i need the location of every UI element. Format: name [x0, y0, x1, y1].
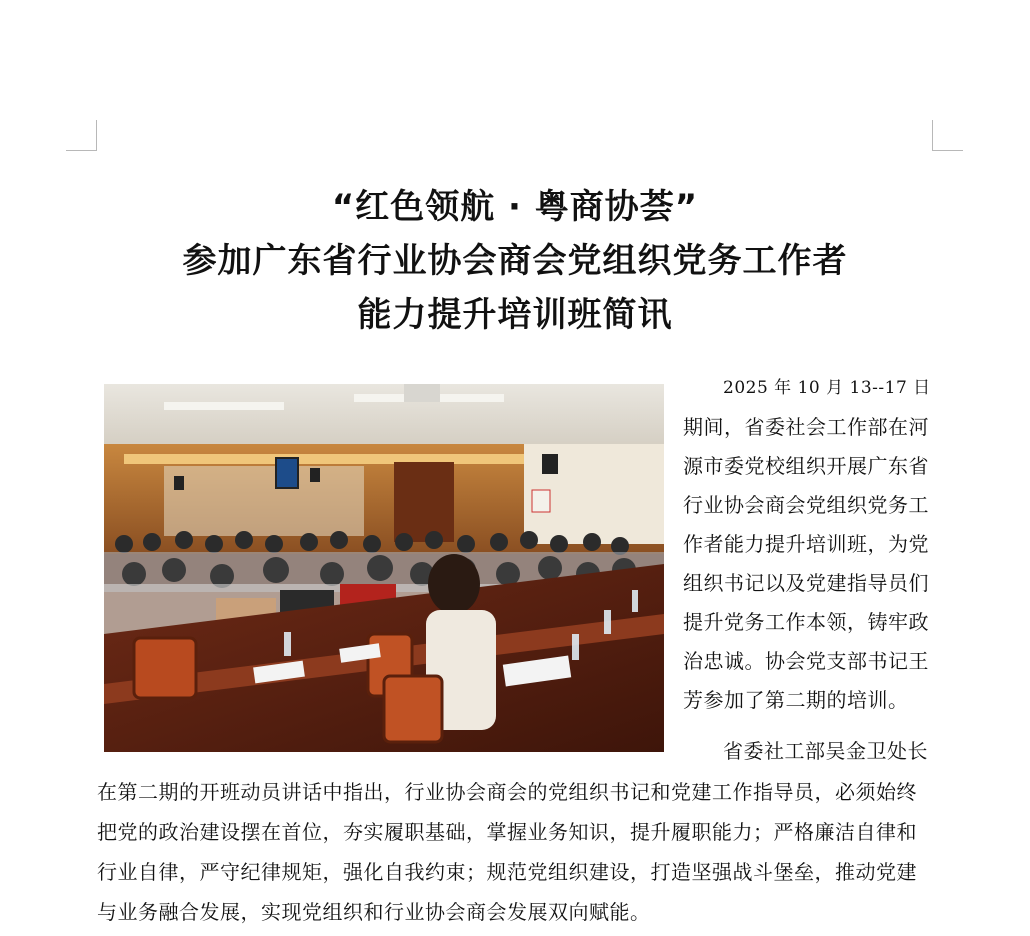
paragraph-1-line-2: 期间，省委社会工作部在河 [683, 415, 929, 439]
paragraph-2-line-2: 在第二期的开班动员讲话中指出，行业协会商会的党组织书记和党建工作指导员，必须始终 [97, 780, 917, 804]
paragraph-2-line-1: 省委社工部吴金卫处长 [723, 739, 928, 763]
paragraph-1-line-6: 组织书记以及党建指导员们 [683, 571, 929, 595]
paragraph-1-line-8: 治忠诚。协会党支部书记王 [683, 649, 929, 673]
paragraph-2-line-5: 与业务融合发展，实现党组织和行业协会商会发展双向赋能。 [97, 900, 651, 924]
document-title-line-3: 能力提升培训班简讯 [357, 295, 673, 335]
paragraph-1-line-3: 源市委党校组织开展广东省 [683, 454, 929, 478]
paragraph-1-line-7: 提升党务工作本领，铸牢政 [683, 610, 929, 634]
paragraph-1-line-1: 2025 年 10 月 13--17 日 [723, 378, 931, 398]
document-title-line-1: “红色领航 · 粤商协荟” [331, 187, 699, 227]
paragraph-1-line-5: 作者能力提升培训班，为党 [683, 532, 929, 556]
paragraph-1-line-4: 行业协会商会党组织党务工 [683, 493, 929, 517]
training-session-photo [104, 384, 664, 752]
paragraph-2-line-4: 行业自律，严守纪律规矩，强化自我约束；规范党组织建设，打造坚强战斗堡垒，推动党建 [97, 860, 917, 884]
paragraph-1-line-9: 芳参加了第二期的培训。 [683, 688, 909, 712]
paragraph-2-line-3: 把党的政治建设摆在首位，夯实履职基础，掌握业务知识，提升履职能力；严格廉洁自律和 [97, 820, 917, 844]
document-title-line-2: 参加广东省行业协会商会党组织党务工作者 [182, 241, 848, 281]
